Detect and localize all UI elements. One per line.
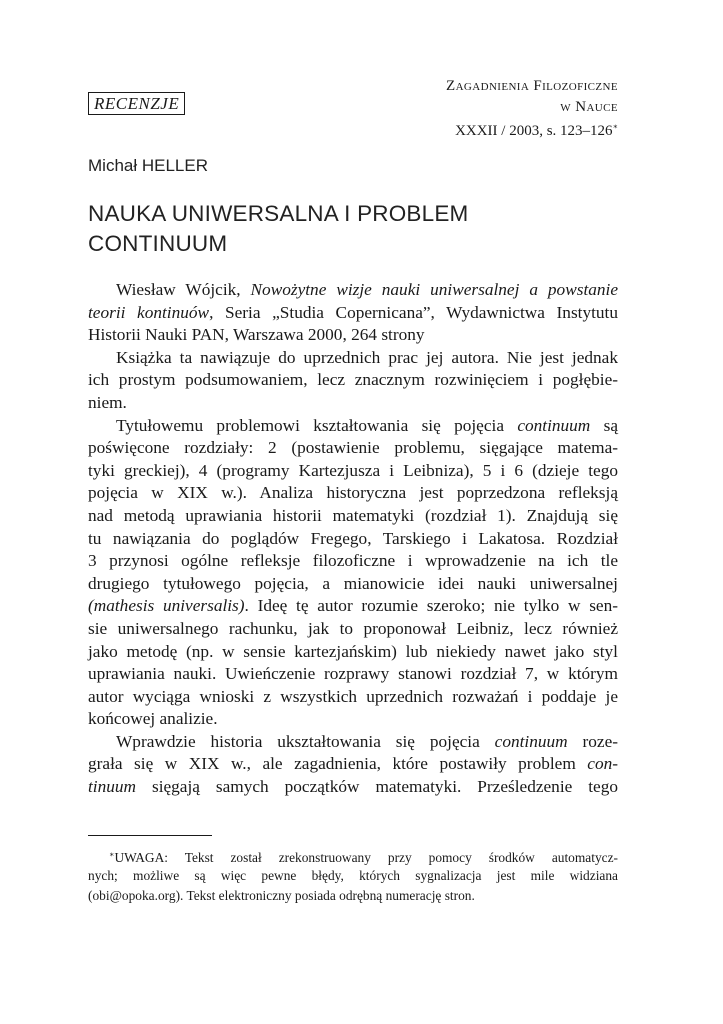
paragraph: [88, 347, 618, 415]
journal-issue: [446, 117, 618, 142]
text-line: [88, 753, 618, 776]
text-line: nad metodą uprawiania historii matematyki (rozdział 1). Znajdują się: [88, 505, 618, 525]
text-line: [88, 776, 618, 799]
emphasis: (mathesis universalis): [88, 596, 245, 616]
text-segment: Tytułowemu problemowi kształtowania się pojęcia: [116, 415, 518, 435]
text-segment: roze-: [567, 731, 619, 751]
text-line: pojęcia w XIX w.). Analiza historyczna jest poprzedzona refleksją: [88, 483, 618, 503]
reviewed-title: Nowożytne wizje nauki uniwersalnej a powstanie: [250, 280, 619, 299]
article-title-line: NAUKA UNIWERSALNA I PROBLEM: [88, 201, 469, 226]
text-line: ich prostym podsumowaniem, lecz znacznym rozwinięciem i pogłębie-: [88, 370, 618, 390]
paragraph: [88, 731, 618, 799]
article-title-line: CONTINUUM: [88, 231, 228, 256]
text-line: [88, 302, 618, 325]
paragraph: [88, 415, 618, 731]
text-line: niem.: [88, 392, 127, 412]
footnote-text: UWAGA: Tekst został zrekonstruowany przy pomocy środków automatycz-: [114, 850, 618, 865]
reviewed-title: teorii kontinuów: [88, 302, 210, 322]
text-line: [88, 595, 618, 618]
text-line: jako metodę (np. w sensie kartezjańskim) lub niekiedy nawet jako styl: [88, 641, 618, 661]
emphasis: continuum: [517, 415, 591, 435]
citation-paragraph: [88, 279, 618, 347]
text-line: Książka ta nawiązuje do uprzednich prac jej autora. Nie jest jednak: [116, 347, 618, 367]
text-line: [88, 279, 618, 302]
reviewed-publication: , Seria „Studia Copernicana”, Wydawnictwa Instytutu: [209, 302, 619, 322]
footnote: [88, 845, 618, 907]
emphasis: con-: [587, 754, 618, 774]
emphasis: tinuum: [88, 777, 137, 797]
text-line: autor wyciąga wnioski z wszystkich uprzednich rozważań i poddaje je: [88, 686, 618, 706]
journal-footnote-mark: ∗: [612, 122, 618, 131]
footnote-line: nych; możliwe są więc pewne błędy, których sygnalizacja jest mile widziana: [88, 867, 618, 883]
text-line: tu nawiązania do poglądów Fregego, Tarskiego i Lakatosa. Rozdział: [88, 528, 618, 548]
text-line: Historii Nauki PAN, Warszawa 2000, 264 strony: [88, 325, 425, 345]
emphasis: continuum: [494, 731, 568, 751]
reviewed-author: Wiesław Wójcik,: [116, 280, 251, 299]
text-segment: grała się w XIX w., ale zagadnienia, które postawiły problem: [88, 754, 588, 774]
footnote-line: [88, 845, 618, 866]
journal-name-cont: w Nauce: [560, 98, 618, 115]
text-line: drugiego tytułowego pojęcia, a mianowicie idei nauki uniwersalnej: [88, 573, 618, 593]
journal-issue-text: XXXII / 2003, s. 123–126: [455, 123, 613, 139]
text-line: [88, 415, 618, 438]
text-segment: są: [590, 415, 618, 435]
text-line: tyki greckiej), 4 (programy Kartezjusza i Leibniza), 5 i 6 (dzieje tego: [88, 460, 618, 480]
journal-header: [446, 76, 618, 142]
text-segment: sięgają samych początków matematyki. Prześledzenie tego: [136, 777, 618, 797]
footnote-mark: ∗: [109, 850, 115, 859]
text-line: uprawiania nauki. Uwieńczenie rozprawy stanowi rozdział 7, w którym: [88, 664, 618, 684]
article-body: [88, 279, 618, 799]
text-line: końcowej analizie.: [88, 709, 218, 729]
journal-name: Zagadnienia Filozoficzne: [446, 78, 618, 94]
text-line: [88, 731, 618, 754]
article-author: Michał HELLER: [88, 156, 208, 175]
footnote-line: (obi@opoka.org). Tekst elektroniczny posiada odrębną numerację stron.: [88, 888, 475, 903]
footnote-rule: [88, 835, 212, 836]
text-segment: . Ideę tę autor rozumie szeroko; nie tylko w sen-: [244, 596, 618, 616]
text-segment: Wprawdzie historia ukształtowania się pojęcia: [116, 731, 495, 751]
article-title: [88, 199, 588, 259]
text-line: sie uniwersalnego rachunku, jak to proponował Leibniz, lecz również: [88, 618, 618, 638]
text-line: 3 przynosi ogólne refleksje filozoficzne i wprowadzenie na ich tle: [88, 551, 618, 571]
text-line: poświęcone rozdziały: 2 (postawienie problemu, sięgające matema-: [88, 438, 618, 458]
section-label: RECENZJE: [88, 92, 185, 115]
